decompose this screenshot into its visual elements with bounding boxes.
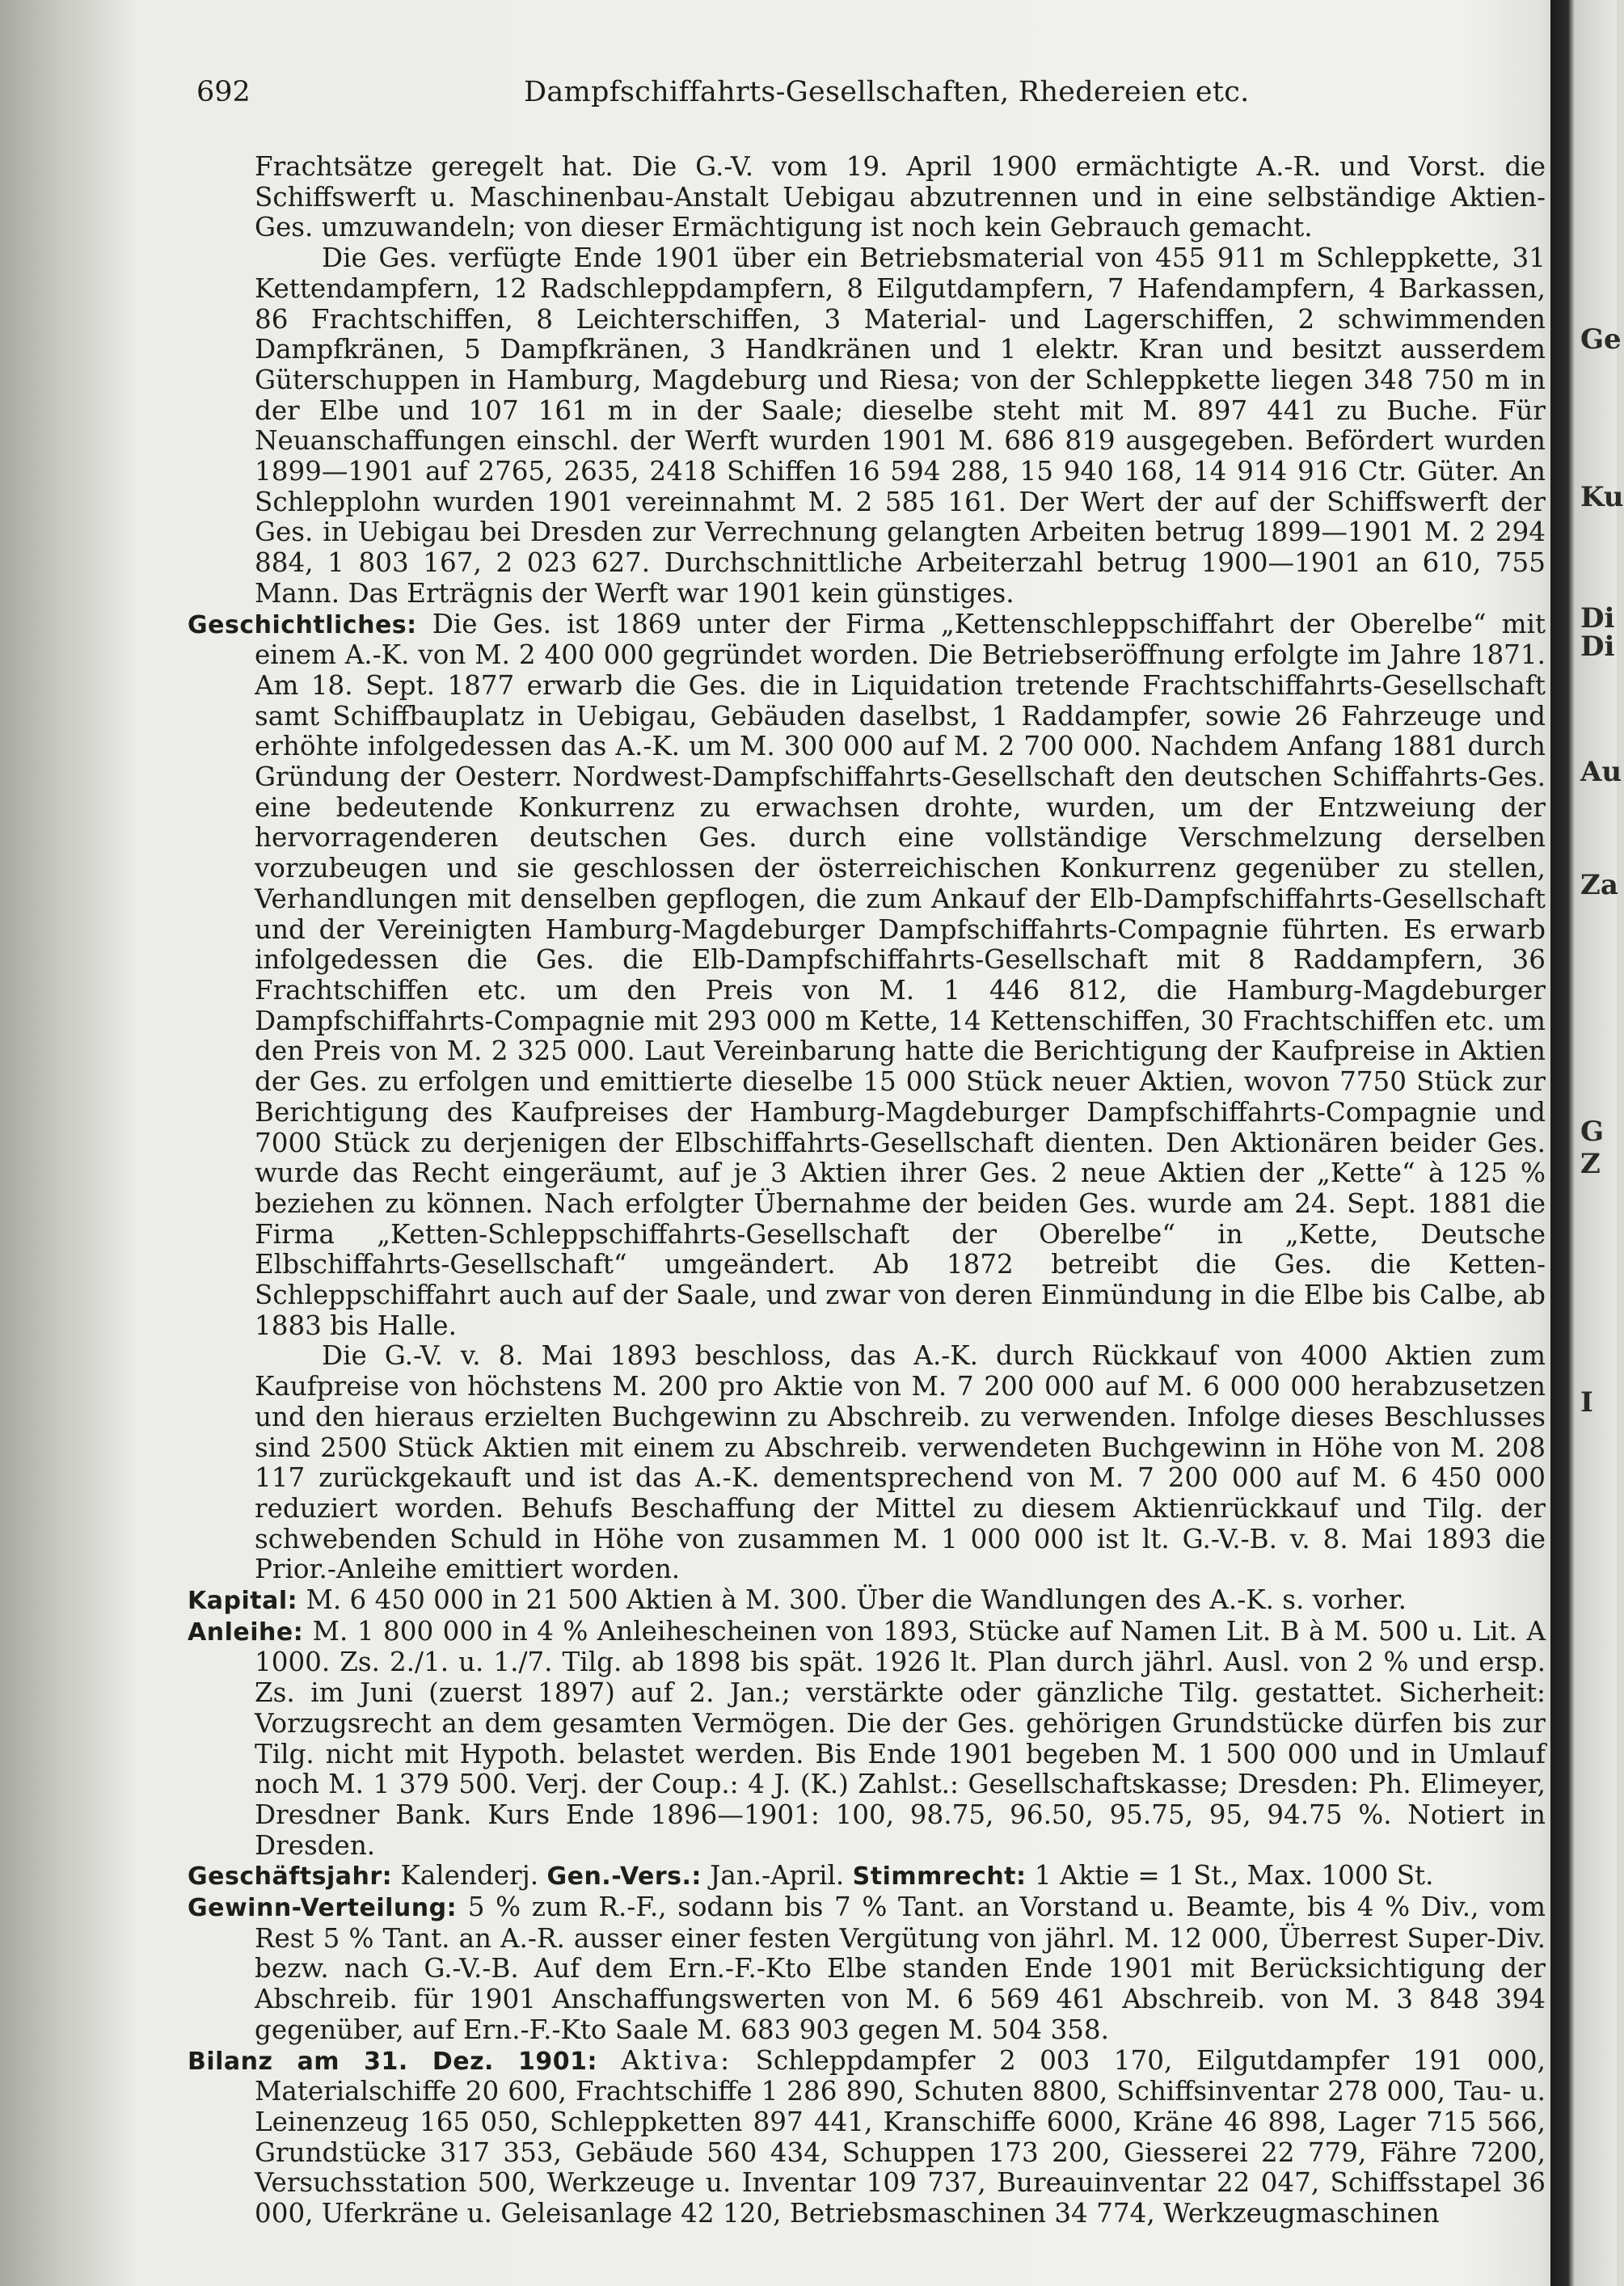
margin-fragment: Za bbox=[1580, 869, 1618, 901]
geschichtliches-label: Geschichtliches: bbox=[188, 610, 417, 639]
margin-fragment: Di bbox=[1580, 602, 1615, 635]
margin-fragment: G bbox=[1580, 1116, 1605, 1148]
kapital-label: Kapital: bbox=[188, 1587, 298, 1616]
kapital-text: M. 6 450 000 in 21 500 Aktien à M. 300. Über die Wandlungen des A.-K. s. vorher. bbox=[306, 1584, 1407, 1616]
stimmrecht-text: 1 Aktie = 1 St., Max. 1000 St. bbox=[1034, 1860, 1434, 1892]
genvers-text: Jan.-April. bbox=[710, 1860, 845, 1892]
geschaeftsjahr-label: Geschäftsjahr: bbox=[188, 1862, 393, 1892]
page-number: 692 bbox=[196, 76, 251, 108]
anleihe-label: Anleihe: bbox=[188, 1617, 304, 1647]
section-geschichtliches bbox=[188, 609, 1546, 1342]
bilanz-aktiva-label: Aktiva: bbox=[621, 2044, 732, 2076]
bilanz-text: Schleppdampfer 2 003 170, Eilgutdampfer 191 000, Materialschiffe 20 600, Frachtschiffe 1 286 890, Schuten 8800, Schiffsinventar 278 000, Tau- u. Leinenzeug 165 050, Schleppketten 897 441, Kranschiffe 6000, Kräne 46 898, Lager 715 566, Grundstücke 317 353, Gebäude 560 434, Schuppen 173 200, Giesserei 22 779, Fähre 7200, Versuchsstation 500, Werkzeuge u. Inventar 109 737, Bureauinventar 22 047, Schiffsstapel 36 000, Uferkräne u. Geleisanlage 42 120, Betriebsmaschinen 34 774, Werkzeugmaschinen bbox=[255, 2044, 1546, 2229]
page-header bbox=[196, 76, 1522, 124]
paragraph-betriebsmaterial: Die Ges. verfügte Ende 1901 über ein Betriebsmaterial von 455 911 m Schleppkette, 31 Kettendampfern, 12 Radschleppdampfern, 8 Eilgutdampfern, 7 Hafendampfern, 4 Barkassen, 86 Frachtschiffen, 8 Leichterschiffen, 3 Material- und Lagerschiffen, 2 schwimmenden Dampfkränen, 5 Dampfkränen, 3 Handkränen und 1 elektr. Kran und besitzt ausserdem Güterschuppen in Hamburg, Magdeburg und Riesa; von der Schleppkette liegen 348 750 m in der Elbe und 107 161 m in der Saale; dieselbe steht mit M. 897 441 zu Buche. Für Neuanschaffungen einschl. der Werft wurden 1901 M. 686 819 ausgegeben. Befördert wurden 1899—1901 auf 2765, 2635, 2418 Schiffen 16 594 288, 15 940 168, 14 914 916 Ctr. Güter. An Schlepplohn wurden 1901 vereinnahmt M. 2 585 161. Der Wert der auf der Schiffswerft der Ges. in Uebigau bei Dresden zur Verrechnung gelangten Arbeiten betrug 1899—1901 M. 2 294 884, 1 803 167, 2 023 627. Durchschnittliche Arbeiterzahl betrug 1900—1901 an 610, 755 Mann. Das Erträgnis der Werft war 1901 kein günstiges. bbox=[255, 243, 1546, 609]
section-gewinn-verteilung bbox=[188, 1892, 1546, 2046]
paragraph-frachtsaetze: Frachtsätze geregelt hat. Die G.-V. vom 19. April 1900 ermächtigte A.-R. und Vorst. die Schiffswerft u. Maschinenbau-Anstalt Uebigau abzutrennen und in eine selbständige Aktien-Ges. umzuwandeln; von dieser Ermächtigung ist noch kein Gebrauch gemacht. bbox=[255, 151, 1546, 243]
section-kapital bbox=[188, 1585, 1546, 1617]
margin-fragment: Ku bbox=[1580, 481, 1624, 513]
running-title: Dampfschiffahrts-Gesellschaften, Rhedereien etc. bbox=[524, 76, 1250, 108]
margin-fragment: Di bbox=[1580, 631, 1615, 663]
geschichtliches-text: Die Ges. ist 1869 unter der Firma „Kettenschleppschiffahrt der Oberelbe“ mit einem A.-K. von M. 2 400 000 gegründet worden. Die Betriebseröffnung erfolgte im Jahre 1871. Am 18. Sept. 1877 erwarb die Ges. die in Liquidation tretende Frachtschiffahrts-Gesellschaft samt Schiffbauplatz in Uebigau, Gebäuden daselbst, 1 Raddampfer, sowie 26 Fahrzeuge und erhöhte infolgedessen das A.-K. um M. 300 000 auf M. 2 700 000. Nachdem Anfang 1881 durch Gründung der Oesterr. Nordwest-Dampfschiffahrts-Gesellschaft den deutschen Schiffahrts-Ges. eine bedeutende Konkurrenz zu erwachsen drohte, wurden, um der Entzweiung der hervorragenderen deutschen Ges. durch eine vollständige Verschmelzung derselben vorzubeugen und sie geschlossen der österreichischen Konkurrenz gegenüber zu stellen, Verhandlungen mit denselben gepflogen, die zum Ankauf der Elb-Dampfschiffahrts-Gesellschaft und der Vereinigten Hamburg-Magdeburger Dampfschiffahrts-Compagnie führten. Es erwarb infolgedessen die Ges. die Elb-Dampfschiffahrts-Gesellschaft mit 8 Raddampfern, 36 Frachtschiffen etc. um den Preis von M. 1 446 812, die Hamburg-Magdeburger Dampfschiffahrts-Compagnie mit 293 000 m Kette, 14 Kettenschiffen, 30 Frachtschiffen etc. um den Preis von M. 2 325 000. Laut Vereinbarung hatte die Berichtigung der Kaufpreise in Aktien der Ges. zu erfolgen und emittierte dieselbe 15 000 Stück neuer Aktien, wovon 7750 Stück zur Berichtigung des Kaufpreises der Hamburg-Magdeburger Dampfschiffahrts-Compagnie und 7000 Stück zu derjenigen der Elbschiffahrts-Gesellschaft dienten. Den Aktionären beider Ges. wurde das Recht eingeräumt, auf je 3 Aktien ihrer Ges. 2 neue Aktien der „Kette“ à 125 % beziehen zu können. Nach erfolgter Übernahme der beiden Ges. wurde am 24. Sept. 1881 die Firma „Ketten-Schleppschiffahrts-Gesellschaft der Oberelbe“ in „Kette, Deutsche Elbschiffahrts-Gesellschaft“ umgeändert. Ab 1872 betreibt die Ges. die Ketten-Schleppschiffahrt auch auf der Saale, und zwar von deren Einmündung in die Elbe bis Calbe, ab 1883 bis Halle. bbox=[255, 608, 1546, 1341]
paragraph-rueckkauf: Die G.-V. v. 8. Mai 1893 beschloss, das A.-K. durch Rückkauf von 4000 Aktien zum Kaufpreise von höchstens M. 200 pro Aktie von M. 7 200 000 auf M. 6 000 000 herabzusetzen und den hieraus erzielten Buchgewinn zu Abschreib. zu verwenden. Infolge dieses Beschlusses sind 2500 Stück Aktien mit einem zu Abschreib. verwendeten Buchgewinn in Höhe von M. 208 117 zurückgekauft und ist das A.-K. dementsprechend von M. 7 200 000 auf M. 6 450 000 reduziert worden. Behufs Beschaffung der Mittel zu diesem Aktienrückkauf und Tilg. der schwebenden Schuld in Höhe von zusammen M. 1 000 000 ist lt. G.-V.-B. v. 8. Mai 1893 die Prior.-Anleihe emittiert worden. bbox=[255, 1340, 1546, 1585]
section-geschaeftsjahr bbox=[188, 1861, 1546, 1892]
geschaeftsjahr-text: Kalenderj. bbox=[400, 1860, 539, 1892]
gewinn-text: 5 % zum R.-F., sodann bis 7 % Tant. an Vorstand u. Beamte, bis 4 % Div., vom Rest 5 % Tant. an A.-R. ausser einer festen Vergütung von jährl. M. 12 000, Überrest Super-Div. bezw. nach G.-V.-B. Auf dem Ern.-F.-Kto Elbe standen Ende 1901 mit Berücksichtigung der Abschreib. für 1901 Anschaffungswerten von M. 6 569 461 Abschreib. von M. 3 848 394 gegenüber, auf Ern.-F.-Kto Saale M. 683 903 gegen M. 504 358. bbox=[255, 1892, 1546, 2045]
anleihe-text: M. 1 800 000 in 4 % Anleihescheinen von 1893, Stücke auf Namen Lit. B à M. 500 u. Lit. A 1000. Zs. 2./1. u. 1./7. Tilg. ab 1898 bis spät. 1926 lt. Plan durch jährl. Ausl. von 2 % und ersp. Zs. im Juni (zuerst 1897) auf 2. Jan.; verstärkte oder gänzliche Tilg. gestattet. Sicherheit: Vorzugsrecht an dem gesamten Vermögen. Die der Ges. gehörigen Grundstücke dürfen bis zur Tilg. nicht mit Hypoth. belastet werden. Bis Ende 1901 begeben M. 1 500 000 und in Umlauf noch M. 1 379 500. Verj. der Coup.: 4 J. (K.) Zahlst.: Gesellschaftskasse; Dresden: Ph. Elimeyer, Dresdner Bank. Kurs Ende 1896—1901: 100, 98.75, 96.50, 95.75, 95, 94.75 %. Notiert in Dresden. bbox=[255, 1615, 1546, 1861]
margin-fragment: Au bbox=[1580, 756, 1622, 788]
body-text bbox=[188, 152, 1546, 2229]
section-bilanz bbox=[188, 2046, 1546, 2229]
stimmrecht-label: Stimmrecht: bbox=[852, 1862, 1027, 1892]
gewinn-label: Gewinn-Verteilung: bbox=[188, 1894, 458, 1923]
margin-fragment: Ge bbox=[1580, 323, 1622, 356]
section-anleihe bbox=[188, 1617, 1546, 1862]
bilanz-label: Bilanz am 31. Dez. 1901: bbox=[188, 2047, 598, 2076]
margin-fragment: Z bbox=[1580, 1148, 1601, 1180]
margin-fragment: I bbox=[1580, 1386, 1593, 1419]
genvers-label: Gen.-Vers.: bbox=[546, 1862, 702, 1892]
